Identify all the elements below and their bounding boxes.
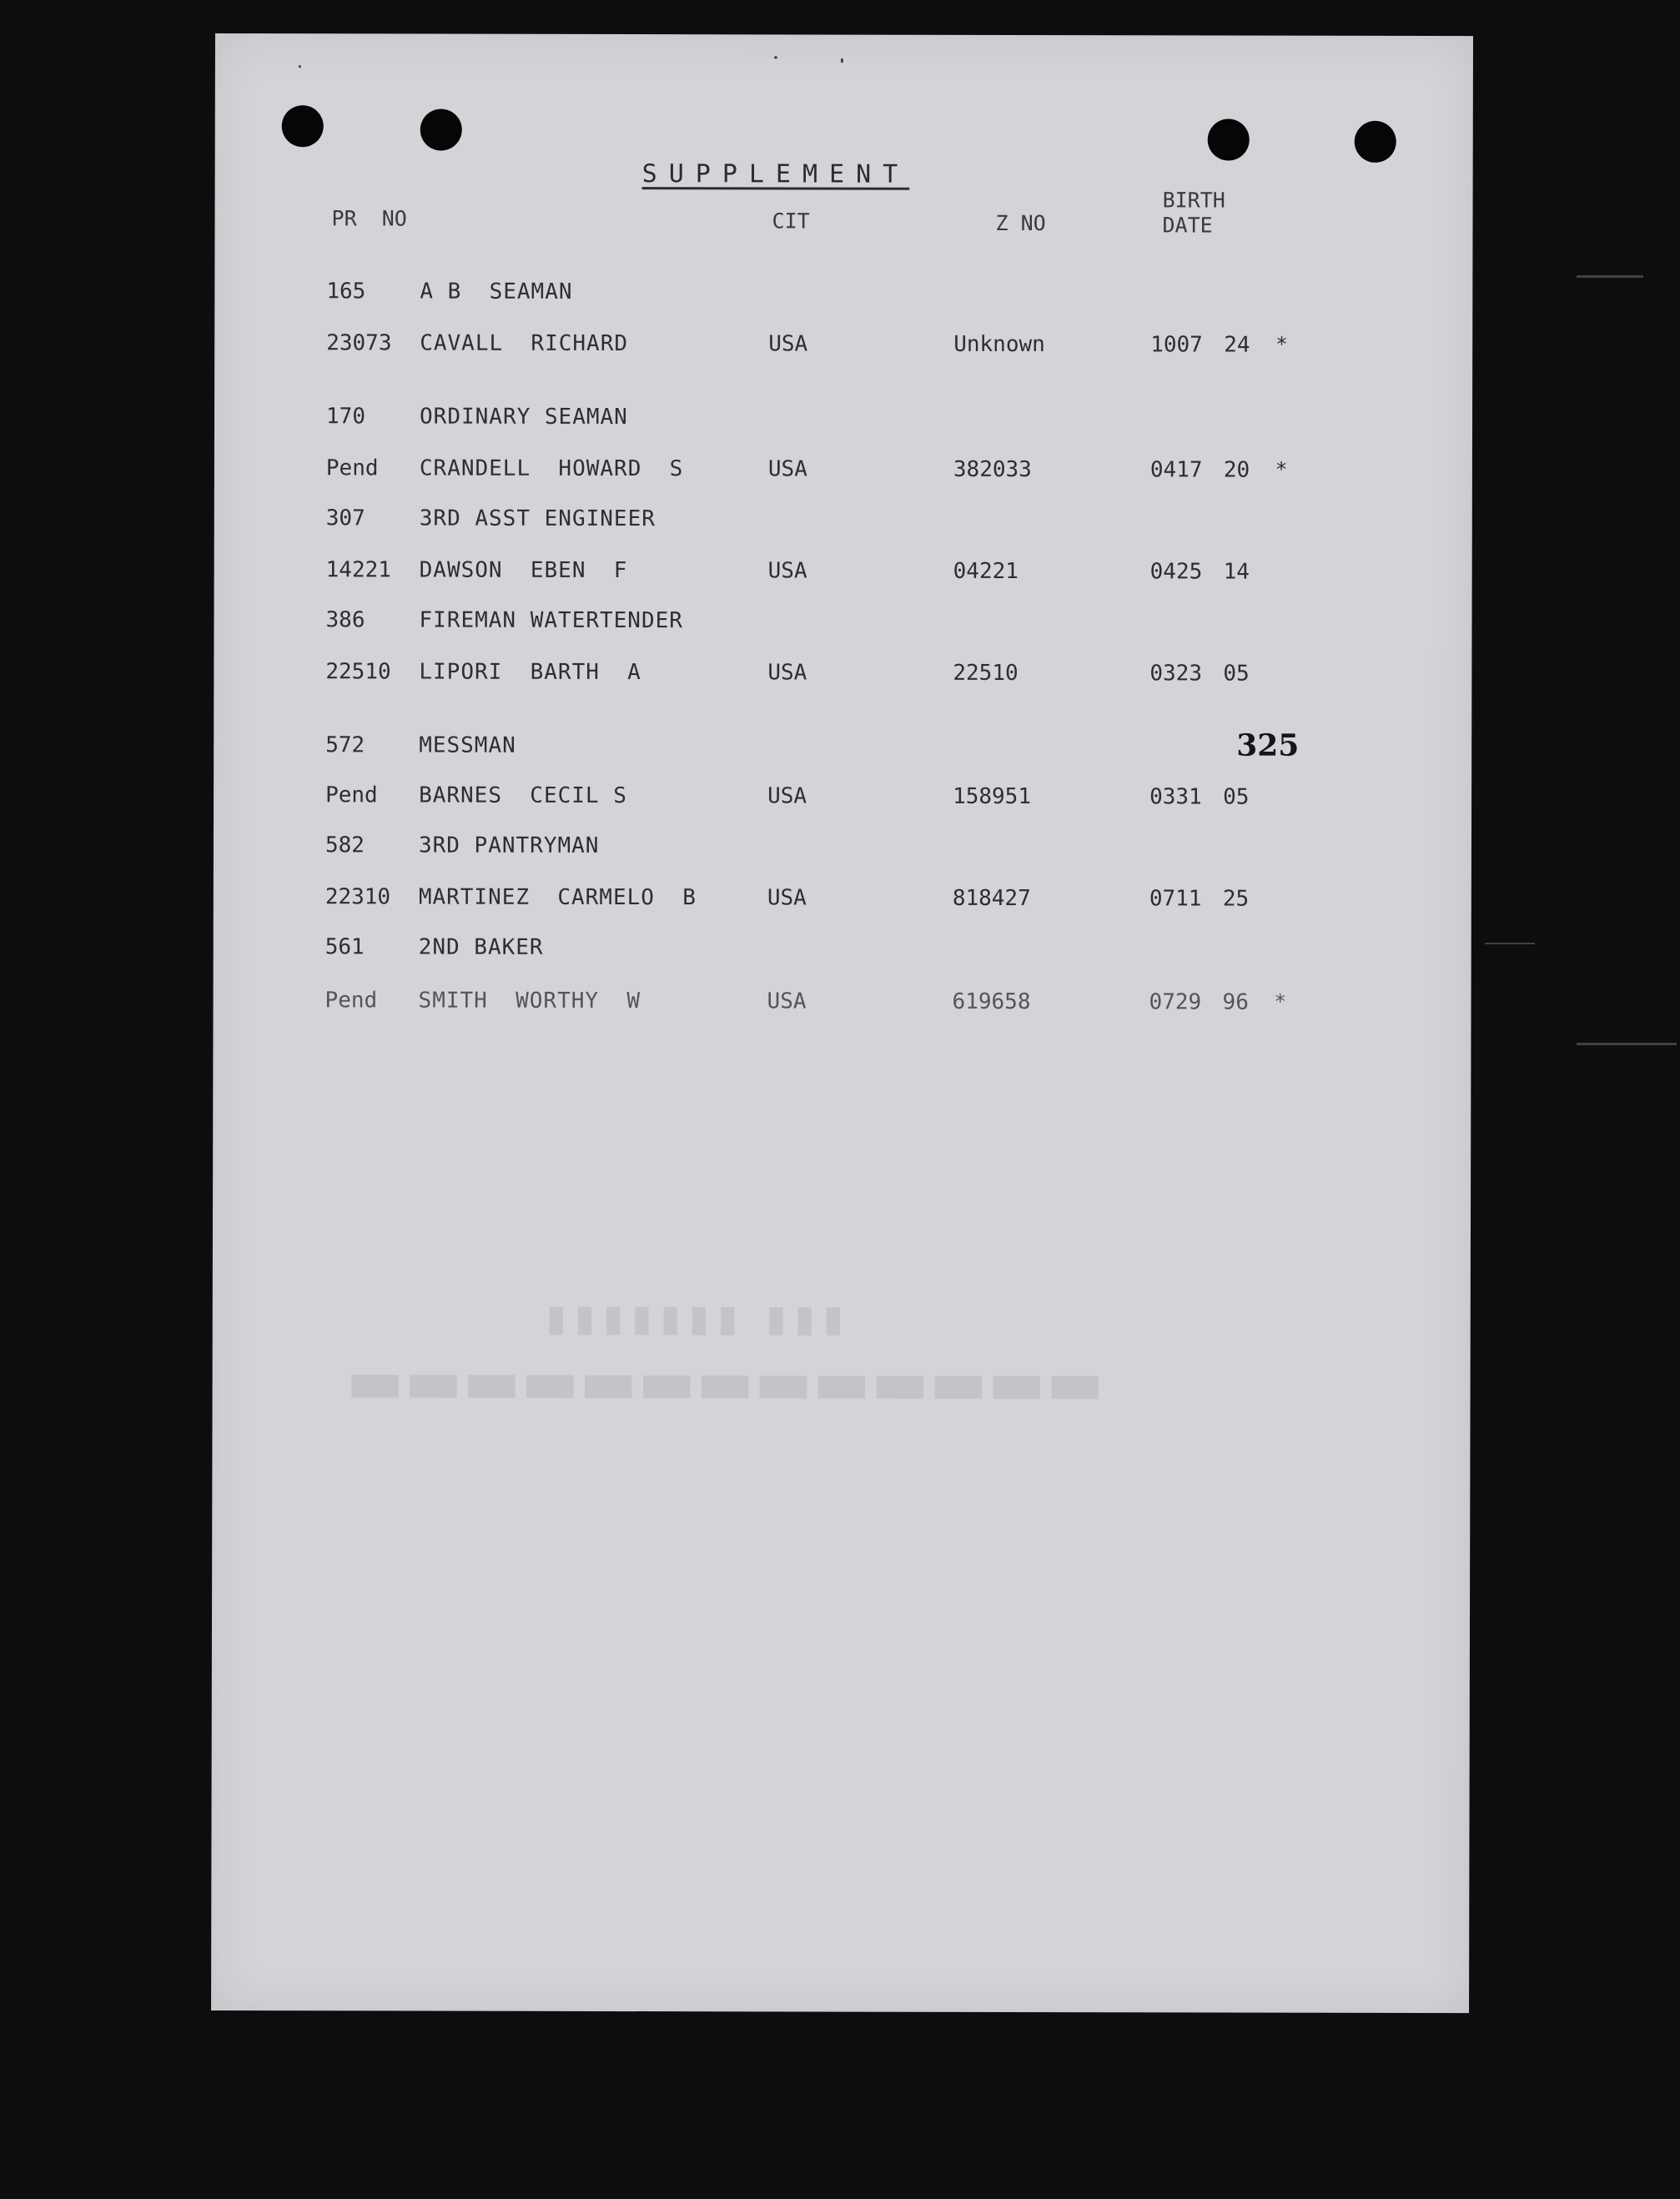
watermark-line: ▮▮▮▮▮▮▮ ▮▮▮ (546, 1301, 852, 1346)
punch-hole (1208, 118, 1250, 160)
table-row (214, 934, 1471, 970)
cell-name: CAVALL RICHARD (420, 330, 629, 357)
cell-name: LIPORI BARTH A (419, 659, 641, 686)
document-page (211, 33, 1473, 2013)
cell-birth-year: 14 (1223, 559, 1250, 585)
watermark-line: ▬▬▬▬▬▬▬▬▬▬▬▬▬ (345, 1355, 1104, 1429)
cell-pr-no: 23073 (326, 330, 392, 356)
cell-name: 2ND BAKER (418, 934, 544, 960)
header-z-no: Z NO (995, 210, 1046, 236)
table-row (214, 455, 1472, 491)
table-row (214, 506, 1472, 541)
cell-birth-date: 0711 (1149, 886, 1202, 912)
table-row (214, 988, 1471, 1024)
bleed-through-watermark (346, 1301, 1347, 1429)
cell-name: A B SEAMAN (420, 279, 573, 304)
cell-birth-date: 0425 (1149, 559, 1203, 585)
cell-z-no: 818427 (952, 885, 1031, 912)
cell-name: ORDINARY SEAMAN (420, 404, 628, 430)
cell-name: MARTINEZ CARMELO B (418, 884, 697, 911)
cell-pr-no: 307 (325, 506, 365, 531)
paper-speck (774, 56, 777, 58)
cell-pr-no: 582 (324, 833, 365, 858)
scan-noise-strip (1577, 1043, 1677, 1045)
table-row (214, 607, 1471, 643)
cell-name: DAWSON EBEN F (419, 557, 628, 584)
cell-cit: USA (767, 783, 807, 809)
cell-z-no: 619658 (952, 989, 1031, 1015)
cell-birth-date: 1007 (1150, 332, 1203, 358)
paper-speck (841, 58, 843, 63)
table-row (214, 659, 1471, 695)
cell-pr-no: 572 (325, 732, 365, 758)
cell-cit: USA (767, 660, 807, 686)
cell-name: CRANDELL HOWARD S (419, 455, 684, 482)
cell-birth-date: 0417 (1149, 457, 1203, 483)
cell-pr-no: Pend (324, 988, 378, 1014)
cell-pr-no: 386 (325, 607, 365, 633)
cell-name: BARNES CECIL S (419, 782, 627, 809)
cell-z-no: 158951 (953, 783, 1032, 810)
cell-cit: USA (767, 558, 807, 584)
scan-noise-strip (1577, 275, 1643, 278)
cell-pr-no: 170 (326, 404, 366, 430)
page-number-stamp: 325 (1236, 727, 1300, 763)
cell-cit: USA (767, 989, 807, 1014)
cell-mark: * (1275, 457, 1288, 481)
header-cit: CIT (772, 209, 810, 234)
cell-birth-year: 25 (1222, 886, 1250, 912)
cell-pr-no: 14221 (325, 557, 391, 583)
cell-birth-year: 24 (1224, 332, 1250, 358)
header-birth-line1: BIRTH (1162, 188, 1225, 213)
cell-birth-year: 20 (1223, 457, 1250, 483)
table-row (214, 404, 1472, 440)
punch-hole (1355, 121, 1396, 163)
cell-name: FIREMAN WATERTENDER (419, 607, 683, 634)
cell-name: 3RD ASST ENGINEER (419, 506, 656, 532)
table-row (214, 557, 1472, 593)
table-row (214, 833, 1471, 868)
cell-z-no: 382033 (953, 456, 1032, 483)
cell-pr-no: 165 (326, 279, 366, 304)
cell-pr-no: 22510 (325, 659, 391, 685)
cell-birth-date: 0323 (1149, 661, 1203, 687)
punch-hole (282, 105, 324, 147)
table-row (214, 279, 1472, 315)
scan-noise-strip (1485, 943, 1535, 944)
cell-pr-no: Pend (325, 455, 379, 481)
table-row (214, 330, 1472, 366)
cell-birth-date: 0331 (1149, 784, 1202, 810)
cell-pr-no: 561 (324, 934, 365, 960)
table-row (214, 884, 1471, 920)
cell-birth-date: 0729 (1149, 989, 1202, 1015)
cell-pr-no: 22310 (324, 884, 391, 910)
document-title: SUPPLEMENT (641, 159, 910, 189)
header-birth-line2: DATE (1162, 213, 1213, 238)
cell-cit: USA (767, 456, 807, 482)
punch-hole (420, 109, 462, 151)
cell-z-no: 04221 (953, 558, 1019, 585)
cell-mark: * (1274, 989, 1287, 1014)
cell-pr-no: Pend (325, 782, 378, 808)
cell-name: MESSMAN (419, 732, 516, 758)
cell-birth-year: 05 (1223, 661, 1250, 687)
cell-name: 3RD PANTRYMAN (418, 833, 600, 858)
cell-z-no: Unknown (953, 331, 1045, 358)
cell-cit: USA (767, 885, 807, 911)
header-pr-no: PR NO (331, 206, 407, 231)
cell-mark: * (1275, 332, 1288, 356)
cell-birth-year: 05 (1223, 784, 1250, 810)
cell-name: SMITH WORTHY W (418, 988, 641, 1014)
paper-speck (299, 65, 301, 68)
cell-z-no: 22510 (953, 660, 1019, 687)
cell-cit: USA (768, 331, 808, 357)
cell-birth-year: 96 (1222, 989, 1249, 1015)
table-row (214, 782, 1471, 818)
